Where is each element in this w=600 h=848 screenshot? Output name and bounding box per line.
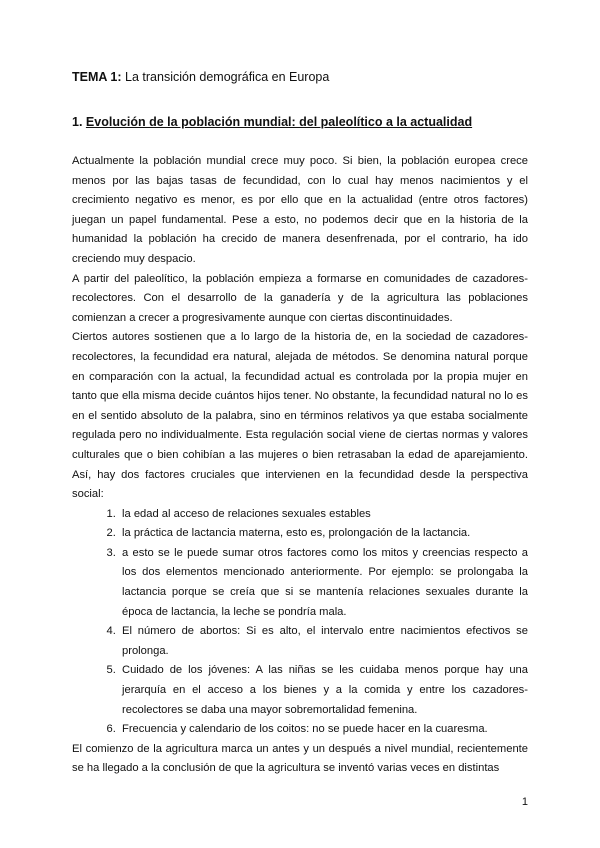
list-item: 5. Cuidado de los jóvenes: A las niñas se les cuidaba menos porque hay una jerarquía en el acceso a los bienes y a la comida y entre los cazadores-recolectores se daba una mayor sobremortalidad femenina.	[119, 661, 528, 720]
factor-list	[72, 505, 528, 740]
paragraph-3: Ciertos autores sostienen que a lo largo de la historia de, en la sociedad de cazadores-recolectores, la fecundidad era natural, alejada de métodos. Se denomina natural porque en comparación con la actual, la fecundidad actual es controlada por la propia mujer en tanto que ella misma decide cuántos hijos tener. No obstante, la fecundidad natural no lo es en el sentido absoluto de la palabra, sino en términos relativos ya que estaba socialmente regulada pero no individualmente. Esta regulación social viene de ciertas normas y valores culturales que o bien cohibían a las mujeres o bien retrasaban la edad de aparejamiento. Así, hay dos factores cruciales que intervienen en la fecundidad desde la perspectiva social:	[72, 331, 528, 501]
document-body	[72, 152, 528, 779]
list-item: 3. a esto se le puede sumar otros factores como los mitos y creencias respecto a los dos elementos mencionado anteriormente. Por ejemplo: se prolongaba la lactancia porque se creía que si se mantenía relaciones sexuales durante la época de lactancia, la leche se pondría mala.	[119, 544, 528, 622]
section-title: Evolución de la población mundial: del paleolítico a la actualidad	[85, 115, 473, 129]
document-title	[72, 70, 329, 84]
list-item: 4. El número de abortos: Si es alto, el intervalo entre nacimientos efectivos se prolonga.	[119, 622, 528, 661]
paragraph-2: A partir del paleolítico, la población empieza a formarse en comunidades de cazadores-recolectores. Con el desarrollo de la ganadería y de la agricultura las poblaciones comienzan a crecer a progresivamente aunque con ciertas discontinuidades.	[72, 272, 528, 324]
paragraph-1: Actualmente la población mundial crece muy poco. Si bien, la población europea crece menos por las bajas tasas de fecundidad, con lo cual hay menos nacimientos y el crecimiento negativo es menor, es por ello que en la actualidad (entre otros factores) juegan un papel fundamental. Pese a esto, no podemos decir que en la historia de la humanidad la población ha crecido de manera desenfrenada, por el contrario, ha ido creciendo muy despacio.	[72, 155, 528, 265]
list-item: 1. la edad al acceso de relaciones sexuales estables	[119, 505, 528, 525]
title-label: TEMA 1:	[72, 70, 122, 84]
section-heading	[72, 115, 472, 129]
list-item: 6. Frecuencia y calendario de los coitos: no se puede hacer en la cuaresma.	[119, 720, 528, 740]
page-number: 1	[521, 796, 528, 808]
list-item: 2. la práctica de lactancia materna, esto es, prolongación de la lactancia.	[119, 524, 528, 544]
title-text: La transición demográfica en Europa	[125, 70, 330, 84]
closing-paragraph: El comienzo de la agricultura marca un antes y un después a nivel mundial, recientemente se ha llegado a la conclusión de que la agricultura se inventó varias veces en distintas	[72, 742, 528, 775]
section-number: 1.	[72, 115, 83, 129]
